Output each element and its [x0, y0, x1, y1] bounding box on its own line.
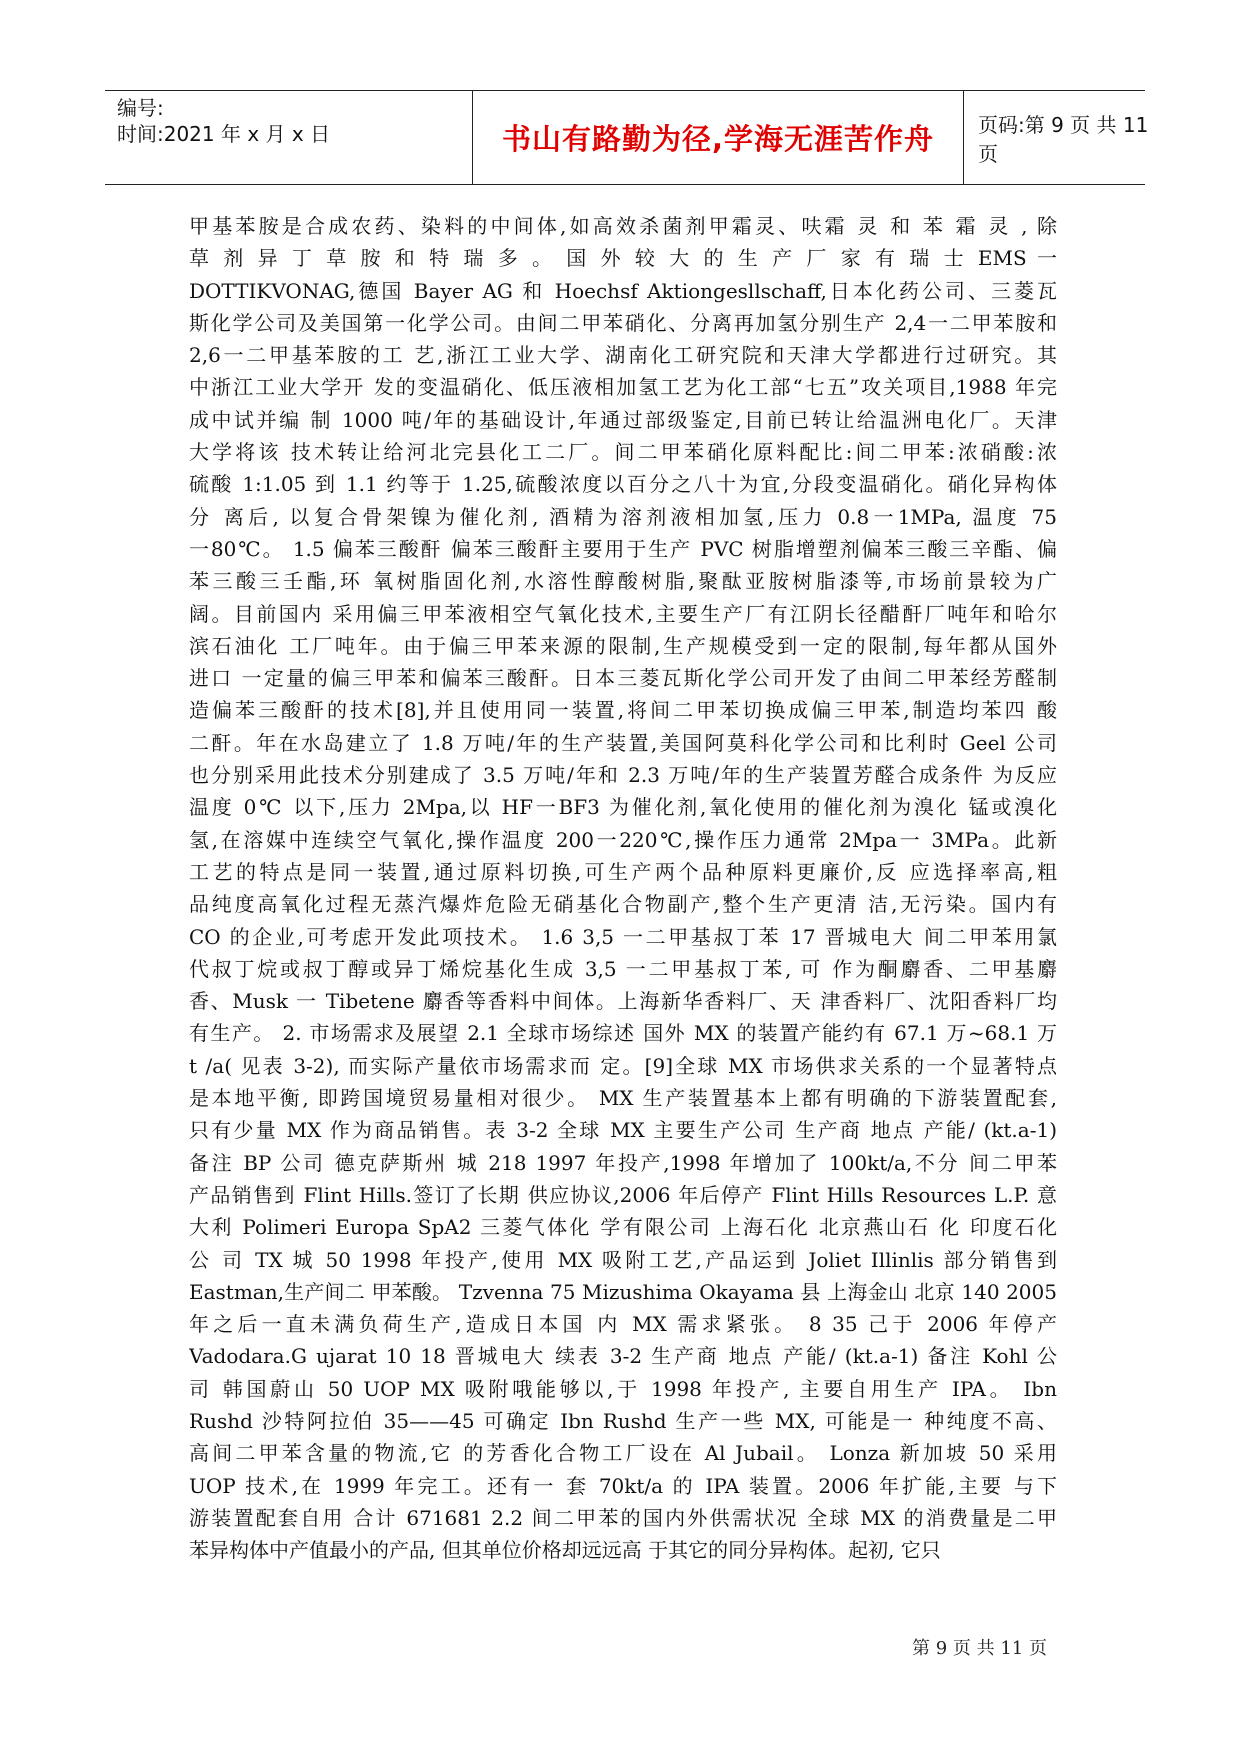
body-text-line: 年之后一直未满负荷生产,造成日本国 内 MX 需求紧张。 8 35 己于 2006 年停产	[189, 1312, 1057, 1337]
body-text-line: 产品销售到 Flint Hills.签订了长期 供应协议,2006 年后停产 Flint Hills Resources L.P. 意	[189, 1182, 1057, 1207]
body-text-line: t /a( 见表 3-2), 而实际产量依市场需求而 定。[9]全球 MX 市场供求关系的一个显著特点	[189, 1053, 1057, 1078]
body-text-line: 高间二甲苯含量的物流,它 的芳香化合物工厂设在 Al Jubail。 Lonza 新加坡 50 采用	[189, 1441, 1057, 1466]
page-footer-number: 第 9 页 共 11 页	[912, 1638, 1047, 1659]
body-text-line: 也分别采用此技术分别建成了 3.5 万吨/年和 2.3 万吨/年的生产装置芳醛合成条件 为反应	[189, 763, 1057, 788]
body-text-line: Vadodara.G ujarat 10 18 晋城电大 续表 3-2 生产商 地点 产能/ (kt.a-1) 备注 Kohl 公	[189, 1344, 1057, 1369]
body-text-line: 一80℃。 1.5 偏苯三酸酐 偏苯三酸酐主要用于生产 PVC 树脂增塑剂偏苯三酸三辛酯、偏	[189, 536, 1057, 561]
body-text-line: 大利 Polimeri Europa SpA2 三菱气体化 学有限公司 上海石化 北京燕山石 化 印度石化	[189, 1215, 1057, 1240]
body-text-line: 硫酸 1:1.05 到 1.1 约等于 1.25,硫酸浓度以百分之八十为宜,分段变温硝化。硝化异构体	[189, 472, 1057, 497]
body-text-line: 二酐。年在水岛建立了 1.8 万吨/年的生产装置,美国阿莫科化学公司和比利时 Geel 公司	[189, 730, 1057, 755]
body-text-line: 代叔丁烷或叔丁醇或异丁烯烷基化生成 3,5 一二甲基叔丁苯, 可 作为酮麝香、二甲基麝	[189, 956, 1057, 981]
body-text-line: Eastman,生产间二 甲苯酸。 Tzvenna 75 Mizushima Okayama 县 上海金山 北京 140 2005	[189, 1279, 1057, 1304]
body-text-line: CO 的企业,可考虑开发此项技术。 1.6 3,5 一二甲基叔丁苯 17 晋城电大 间二甲苯用氯	[189, 924, 1057, 949]
header-left-cell	[117, 91, 472, 188]
body-text-line: DOTTIKVONAG,德国 Bayer AG 和 Hoechsf Aktiongesllschaff,日本化药公司、三菱瓦	[189, 278, 1057, 303]
body-text-line: 工艺的特点是同一装置,通过原料切换,可生产两个品种原料更廉价,反 应选择率高,粗	[189, 859, 1057, 884]
body-text-line: 有生产。 2. 市场需求及展望 2.1 全球市场综述 国外 MX 的装置产能约有 67.1 万~68.1 万	[189, 1021, 1057, 1046]
body-text-line: 滨石油化 工厂吨年。由于偏三甲苯来源的限制,生产规模受到一定的限制,每年都从国外	[189, 633, 1057, 658]
body-text-line: 分 离后, 以复合骨架镍为催化剂, 酒精为溶剂液相加氢,压力 0.8一1MPa, 温度 75	[189, 504, 1057, 529]
header-page-info: 页码:第 9 页 共 11 页	[978, 112, 1149, 166]
body-text-line: 氢,在溶媒中连续空气氧化,操作温度 200一220℃,操作压力通常 2Mpa一 3MPa。此新	[189, 827, 1057, 852]
header-motto: 书山有路勤为径,学海无涯苦作舟	[472, 91, 964, 184]
body-text-line: 甲基苯胺是合成农药、染料的中间体,如高效杀菌剂甲霜灵、呋霜 灵 和 苯 霜 灵 , 除	[189, 214, 1057, 238]
body-text-line: 只有少量 MX 作为商品销售。表 3-2 全球 MX 主要生产公司 生产商 地点 产能/ (kt.a-1)	[189, 1118, 1057, 1143]
body-text	[189, 210, 1057, 1566]
body-text-line: 中浙江工业大学开 发的变温硝化、低压液相加氢工艺为化工部“七五”攻关项目,1988 年完	[189, 375, 1057, 400]
body-text-line: 公 司 TX 城 50 1998 年投产,使用 MX 吸附工艺,产品运到 Joliet Illinlis 部分销售到	[189, 1247, 1057, 1272]
body-text-line: 大学将该 技术转让给河北完县化工二厂。间二甲苯硝化原料配比:间二甲苯:浓硝酸:浓	[189, 440, 1057, 465]
document-number-label: 编号:	[117, 96, 164, 120]
body-text-line: 游装置配套自用 合计 671681 2.2 间二甲苯的国内外供需状况 全球 MX 的消费量是二甲	[189, 1505, 1057, 1530]
body-text-line: Rushd 沙特阿拉伯 35——45 可确定 Ibn Rushd 生产一些 MX, 可能是一 种纯度不高、	[189, 1408, 1057, 1433]
body-text-line: 是本地平衡, 即跨国境贸易量相对很少。 MX 生产装置基本上都有明确的下游装置配套,	[189, 1086, 1057, 1111]
body-text-line: 成中试并编 制 1000 吨/年的基础设计,年通过部级鉴定,目前已转让给温洲电化厂。天津	[189, 407, 1057, 432]
body-text-line: 司 韩国蔚山 50 UOP MX 吸附哦能够以,于 1998 年投产, 主要自用生产 IPA。 Ibn	[189, 1376, 1057, 1401]
body-text-line: UOP 技术,在 1999 年完工。还有一 套 70kt/a 的 IPA 装置。2006 年扩能,主要 与下	[189, 1473, 1057, 1498]
body-text-line: 苯异构体中产值最小的产品, 但其单位价格却远远高 于其它的同分异构体。起初, 它只	[189, 1538, 941, 1563]
body-text-line: 造偏苯三酸酐的技术[8],并且使用同一装置,将间二甲苯切换成偏三甲苯,制造均苯四 酸	[189, 698, 1057, 723]
body-text-line: 品纯度高氧化过程无蒸汽爆炸危险无硝基化合物副产,整个生产更清 洁,无污染。国内有	[189, 892, 1057, 917]
body-text-line: 香、Musk 一 Tibetene 麝香等香料中间体。上海新华香料厂、天 津香料厂、沈阳香料厂均	[189, 989, 1057, 1014]
body-text-line: 阔。目前国内 采用偏三甲苯液相空气氧化技术,主要生产厂有江阴长径醋酐厂吨年和哈尔	[189, 601, 1057, 626]
document-time-label: 时间:2021 年 x 月 x 日	[117, 122, 331, 146]
body-text-line: 草 剂 异 丁 草 胺 和 特 瑞 多 。 国 外 较 大 的 生 产 厂 家 有 瑞 士 EMS 一	[189, 246, 1057, 271]
body-text-line: 进口 一定量的偏三甲苯和偏苯三酸酐。日本三菱瓦斯化学公司开发了由间二甲苯经芳醛制	[189, 666, 1057, 691]
body-text-line: 备注 BP 公司 德克萨斯州 城 218 1997 年投产,1998 年增加了 100kt/a,不分 间二甲苯	[189, 1150, 1057, 1175]
body-text-line: 斯化学公司及美国第一化学公司。由间二甲苯硝化、分离再加氢分别生产 2,4一二甲苯胺和	[189, 310, 1057, 335]
body-text-line: 温度 0℃ 以下,压力 2Mpa,以 HF一BF3 为催化剂,氧化使用的催化剂为溴化 锰或溴化	[189, 795, 1057, 820]
page-header	[105, 90, 1149, 185]
body-text-line: 苯三酸三壬酯,环 氧树脂固化剂,水溶性醇酸树脂,聚酞亚胺树脂漆等,市场前景较为广	[189, 569, 1057, 594]
body-text-line: 2,6一二甲基苯胺的工 艺,浙江工业大学、湖南化工研究院和天津大学都进行过研究。其	[189, 343, 1057, 368]
